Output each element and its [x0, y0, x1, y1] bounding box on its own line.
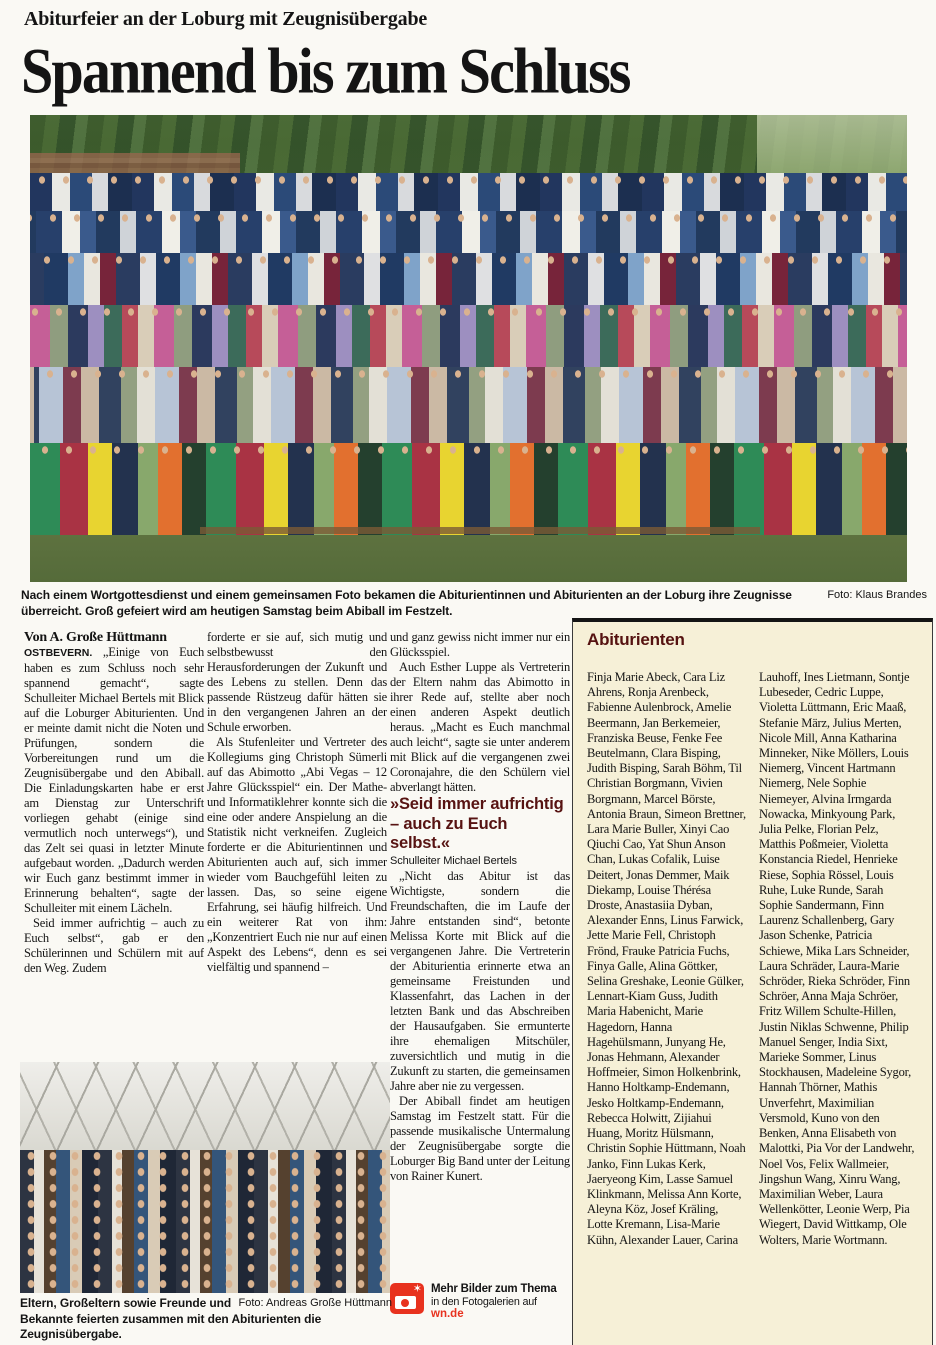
promo-title: Mehr Bilder zum Thema: [431, 1283, 557, 1295]
names-list: Finja Marie Abeck, Cara Liz Ahrens, Ronja Arenbeck, Fabienne Aulenbrock, Amelie Beermann, Jan Berkemeier, Franziska Beuse, Fenke Fee Beutelmann, Clara Bisping, Judith Bisping, Sarah Böhm, Til Christian Borgmann, Vivien Borgmann, Marcel Börste, Antonia Braun, Simeon Brettner, Lara Marie Buller, Xinyi Cao Qiuchi Cao, Yat Shun Anson Chan, Lukas Cofalik, Luise Deitert, Jonas Demmer, Maik Diekamp, Louise Thérésa Droste, Anastasiia Dyban, Alexander Enns, Linus Farwick, Jette Marie Fell, Christoph Frönd, Frauke Patricia Fuchs, Finya Galle, Alina Göttker, Selina Greshake, Leonie Gülker, Lennart-Kiam Guss, Judith Maria Habenicht, Marie Hagedorn, Hanna Hagehülsmann, Junyang He, Jonas Hehmann, Alexander Hoffmeier, Simon Holkenbrink, Hanno Holtkamp-Endemann, Jesko Holtkamp-Endemann, Rebecca Holwitt, Zijiahui Huang, Moritz Hülsmann, Christin Sophie Hüttmann, Noah Janko, Finn Lukas Kerk, Jaeryeong Kim, Lasse Samuel Klinkmann, Melissa Ann Korte, Aleyna Köz, Josef Kräling, Lotte Kremann, Lisa-Marie Kühn, Alexander Lauer, Carina Lauhoff, Ines Lietmann, Sontje Lubeseder, Cedric Luppe, Violetta Lüttmann, Eric Maaß, Stefanie März, Julius Merten, Nicole Mill, Anna Katharina Minneker, Nike Möllers, Louis Niemerg, Vincent Hartmann Niemerg, Nele Sophie Niemeyer, Alvina Irmgarda Nowacka, Minkyoung Park, Julia Pelke, Florian Pelz, Matthis Poßmeier, Violetta Konstancia Riedel, Henrieke Riese, Sophia Rössel, Louis Ruhe, Luke Runde, Sarah Sophie Sandermann, Finn Laurenz Schallenberg, Gary Jason Schenke, Patricia Schiewe, Mika Lars Schneider, Laura Schräder, Laura-Marie Schröder, Rieka Schröder, Finn Schröer, Anna Maja Schröer, Fritz Willem Schulte-Hillen, Justin Niklas Schwenne, Philip Manuel Senger, India Sixt, Marieke Sommer, Linus Stockhausen, Madeleine Sygor, Hannah Thörner, Mathis Unverfehrt, Maximilian Versmold, Kuno von den Benken, Anna Elisabeth von Malottki, Pia Vor der Landwehr, Noel Vos, Felix Wallmeier, Jingshun Wang, Xinru Wang, Maximilian Weber, Laura Wellenkötter, Leonie Werp, Pia Wiegert, David Wittkamp, Ole Wolters, Marie Wortmann.: [587, 670, 915, 1247]
photo-people-row: [30, 367, 907, 445]
byline: Von A. Große Hüttmann: [24, 630, 167, 645]
crowd: [20, 1150, 390, 1293]
photo-credit: Foto: Klaus Brandes: [827, 589, 927, 601]
camera-lens: [401, 1299, 409, 1307]
article-paragraph: OSTBEVERN. „Einige von Euch haben es zum Schluss noch sehr spannend gemacht“, sagte Schulleiter Michael Bertels mit Blick auf die Loburger Abiturienten. Und er meinte damit nicht die Noten und Prüfungen, sondern die Vorbereitungen rund um die Zeugnisübergabe und den Abiball. Die Einladungskarten habe er erst am Dienstag zur Unterschrift vorliegen gehabt (einige sind vermutlich noch unterwegs“), und das Zelt sei quasi in letzter Minute aufgebaut worden. „Dadurch werden wir Euch ganz bestimmt immer in Erinnerung behalten“, sagte der Schulleiter mit einem Lächeln.: [24, 645, 204, 915]
pull-quote-attribution: Schulleiter Michael Bertels: [390, 854, 517, 867]
article-paragraph: und ganz gewiss nicht immer nur ein Glücksspiel.: [390, 630, 570, 659]
photo-credit: Foto: Andreas Große Hüttmann: [238, 1297, 392, 1309]
main-photo-caption: [21, 588, 927, 619]
tent-photo-caption: [20, 1296, 392, 1343]
bench: [200, 527, 760, 534]
tent-photo: [20, 1062, 390, 1293]
article-column-3: [390, 630, 570, 1280]
caption-text: Eltern, Großeltern sowie Freunde und Bekannte feierten zusammen mit den Abiturienten die Zeugnisübergabe.: [20, 1296, 322, 1341]
caption-text: Nach einem Wortgottesdienst und einem gemeinsamen Foto bekamen die Abiturientinnen und Abiturienten an der Loburg ihre Zeugnisse überreicht. Groß gefeiert wird am heutigen Samstag beim Abiball im Festzelt.: [21, 588, 792, 618]
photo-people-row: [30, 253, 907, 311]
article-paragraph: Als Stufenleiter und Vertreter des Kollegiums ging Christoph Sümerli auf das Abimotto „Abi Vegas – 12 Jahre Glücksspiel“ ein. Der Mathe- und Informatiklehrer konnte sich die eine oder andere Anspielung an die Statistik nicht verkneifen. Zugleich forderte er die Abiturientinnen und Abiturienten auch auf, sich immer wieder vom Bauchgefühl leiten zu lassen. Das, so seine eigene Erfahrung, sei häufig hilfreich. Und ein weiterer Rat von ihm: „Konzentriert Euch nie nur auf einen Aspekt des Lebens“, denn es sei vielfältig und spannend –: [207, 735, 387, 974]
promo-subtitle: in den Fotogalerien auf: [431, 1295, 537, 1308]
article-column-2: [207, 630, 387, 1058]
article-paragraph: Der Abiball findet am heutigen Samstag im Festzelt statt. Für die passende musikalische Untermalung der Zeugnisübergabe sorgte die Loburger Big Band unter der Leitung von Rainer Kunert.: [390, 1093, 570, 1183]
article-paragraph: forderte er sie auf, sich mutig und selbstbewusst den Herausforderungen der Zukunft und des Lebens zu stellen. Denn das passende Rüstzeug dafür hätten sie in den vergangenen Jahren an der Schule erworben.: [207, 630, 387, 734]
article-paragraph: „Nicht das Abitur ist das Wichtigste, sondern die Freundschaften, die im Laufe der Jahre entstanden sind“, betonte Melissa Korte mit Blick auf die vergangenen Jahre. Die Vertreterin der Abiturientia erinnerte etwa an gemeinsame Freistunden und Klassenfahrt, das Lachen in der letzten Bank und das Abschreiben der Hausaufgaben. Sie ermunterte ihre ehemaligen Mitschüler, zuversichtlich und mutig in die Zukunft zu starten, die gemeinsamen Jahre aber nie zu vergessen.: [390, 868, 570, 1093]
promo-link: wn.de: [431, 1308, 464, 1320]
kicker: Abiturfeier an der Loburg mit Zeugnisübergabe: [24, 8, 428, 30]
tent-ceiling: [20, 1062, 390, 1157]
photo-people-row: [30, 443, 907, 535]
pull-quote: »Seid immer aufrichtig – auch zu Euch selbst.«: [390, 795, 564, 852]
article-paragraph: Seid immer aufrichtig – auch zu Euch selbst“, gab er den Schülerinnen und Schülern mit auf den Weg. Zudem: [24, 916, 204, 975]
names-box: [572, 618, 933, 1345]
dateline: OSTBEVERN.: [24, 647, 93, 659]
names-box-title: Abiturienten: [587, 630, 685, 649]
promo-text: [431, 1283, 557, 1321]
headline: Spannend bis zum Schluss: [21, 35, 630, 107]
promo-box: [390, 1283, 570, 1321]
camera-icon: [390, 1283, 424, 1314]
camera-body: [395, 1296, 416, 1309]
flash-icon: ✶: [412, 1282, 422, 1295]
article-column-1: [24, 630, 204, 1058]
group-photo: [30, 115, 907, 582]
article-paragraph: Auch Esther Luppe als Vertreterin der Eltern nahm das Abimotto in ihrer Rede auf, stellte aber noch einen anderen Aspekt deutlich heraus. „Macht es Euch manchmal auch leicht“, sagte sie unter anderem mit Blick auf die vergangenen zwei Coronajahre, die den Schülern viel abverlangt hätten.: [390, 660, 570, 794]
photo-people-row: [30, 305, 907, 371]
